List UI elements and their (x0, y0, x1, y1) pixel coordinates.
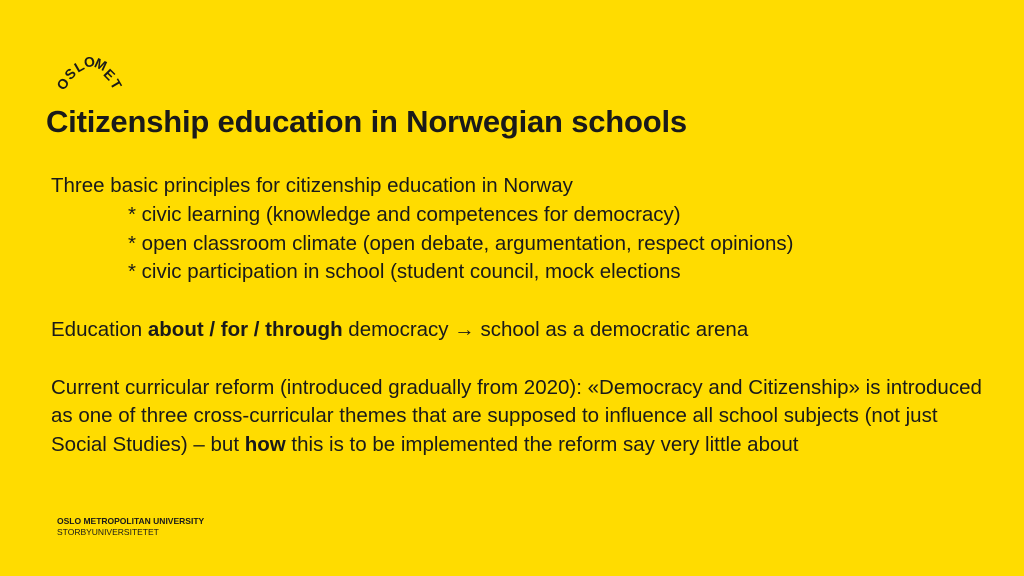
logo-letter: M (92, 54, 110, 75)
education-prefix: Education (51, 317, 148, 341)
education-statement (51, 316, 991, 345)
principles-intro: Three basic principles for citizenship education in Norway (51, 174, 573, 197)
spacer (51, 287, 991, 316)
slide-body (51, 172, 991, 460)
logo-letter: L (71, 57, 87, 76)
oslomet-logo (52, 52, 126, 102)
reform-part2: this is to be implemented the reform say very little about (285, 433, 799, 457)
logo-letter: O (53, 74, 73, 93)
principle-item: * civic learning (knowledge and competences for democracy) (128, 202, 681, 226)
reform-bold: how (244, 433, 286, 457)
education-suffix: democracy → school as a democratic arena (342, 317, 749, 341)
logo-letter: O (82, 52, 97, 71)
footer (57, 516, 204, 538)
logo-letter: S (61, 64, 80, 83)
education-bold: about / for / through (147, 317, 343, 341)
spacer (51, 345, 991, 374)
logo-letter: T (107, 76, 126, 92)
principle-item: * open classroom climate (open debate, argumentation, respect opinions) (128, 231, 794, 255)
principle-item: * civic participation in school (student council, mock elections (128, 260, 681, 284)
page-title: Citizenship education in Norwegian schools (46, 104, 687, 139)
footer-university-name: OSLO METROPOLITAN UNIVERSITY (57, 516, 205, 526)
oslomet-logo-mark (52, 52, 126, 102)
reform-part1: Current curricular reform (introduced gradually from 2020): «Democracy and Citizenship» is introduced as one of three cross-curricular themes that are supposed to influence all school subjects (not just Social Studies) – but (51, 375, 982, 457)
logo-letter: E (100, 65, 119, 84)
footer-university-name-norwegian: STORBYUNIVERSITETET (57, 527, 159, 537)
reform-paragraph (51, 374, 991, 460)
